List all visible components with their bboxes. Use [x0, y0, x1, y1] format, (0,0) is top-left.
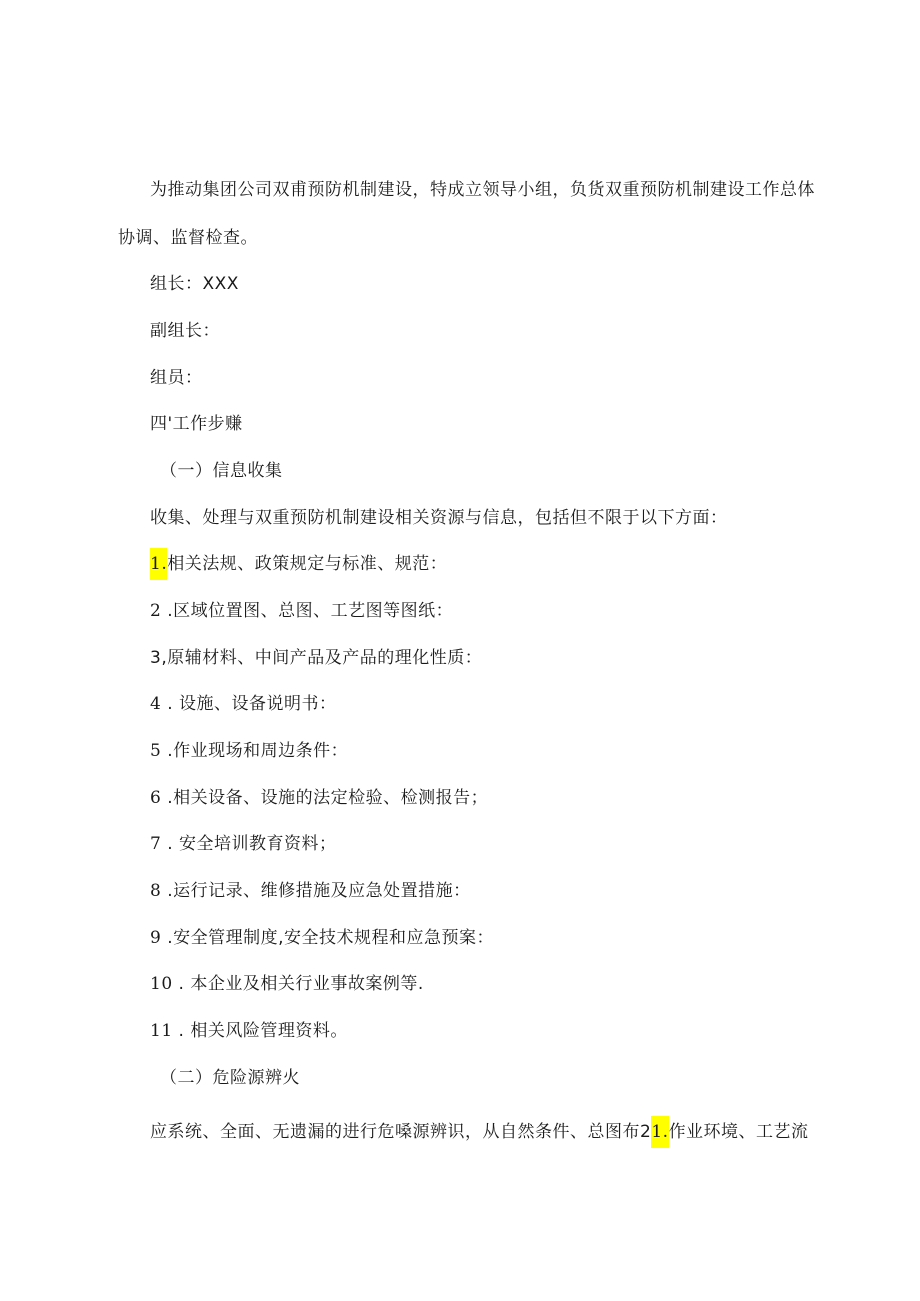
list-item-number: 7: [150, 834, 168, 854]
subsection2-paragraph: [150, 1120, 809, 1144]
list-item: [150, 692, 337, 716]
list-item-text: .作业现场和周边条件：: [167, 741, 349, 761]
list-item: [150, 599, 453, 623]
subsection1-heading: （一）信息收集: [160, 461, 283, 481]
list-item-text: 原辅材料、中间产品及产品的理化性质：: [167, 648, 483, 668]
list-item: [150, 646, 482, 670]
list-item-text: .运行记录、维修措施及应急处置措施：: [167, 881, 471, 901]
list-item-text: .区域位置图、总图、工艺图等图纸：: [167, 601, 454, 621]
list-item-number-highlighted: 1.: [150, 548, 167, 580]
list-item: [150, 552, 447, 576]
paragraph-text: 作业环境、工艺流: [668, 1122, 809, 1142]
list-item-text: 相关法规、政策规定与标准、规范：: [167, 554, 448, 574]
list-item-text: . 相关风险管理资料。: [178, 1021, 348, 1041]
members-line: 组员：: [150, 368, 203, 388]
highlighted-text: 1.: [651, 1116, 668, 1148]
list-item: [150, 879, 471, 903]
list-item-text: . 本企业及相关行业事故案例等.: [178, 974, 424, 994]
list-item-number: 4: [150, 694, 168, 714]
list-item: [150, 832, 337, 856]
subsection2-heading: （二）危险源辨火: [160, 1068, 300, 1088]
list-item-number: 6: [150, 788, 168, 808]
list-item-number: 9: [150, 928, 168, 948]
intro-paragraph-line1: 为推动集团公司双甫预防机制建设，特成立领导小组，负货双重预防机制建设工作总体: [150, 180, 815, 200]
list-item-number: 5: [150, 741, 168, 761]
paragraph-text: 应系统、全面、无遗漏的进行危嗓源辨识，从自然条件、总图布2: [150, 1122, 652, 1142]
list-item: [150, 739, 348, 763]
list-item: [150, 786, 488, 810]
vice-leader-line: 副组长：: [150, 321, 220, 341]
list-item: [150, 972, 424, 996]
intro-paragraph-line2: 协调、监督检查。: [118, 228, 258, 248]
leader-line: 组长：XXX: [150, 274, 239, 294]
list-item-number: 11: [150, 1021, 179, 1041]
list-item-number: 3,: [150, 648, 168, 668]
list-item: [150, 1019, 348, 1043]
list-item-number: 8: [150, 881, 168, 901]
list-item-text: . 设施、设备说明书：: [167, 694, 337, 714]
list-item-text: .相关设备、设施的法定检验、检测报告；: [167, 788, 489, 808]
list-item-text: .安全管理制度,安全技术规程和应急预案：: [167, 928, 495, 948]
subsection1-intro: 收集、处理与双重预防机制建设相关资源与信息，包括但不限于以下方面：: [150, 508, 728, 528]
list-item-text: . 安全培训教育资料；: [167, 834, 337, 854]
list-item-number: 10: [150, 974, 179, 994]
section4-heading: 四'工作步赚: [150, 414, 243, 434]
list-item: [150, 926, 494, 950]
list-item-number: 2: [150, 601, 168, 621]
